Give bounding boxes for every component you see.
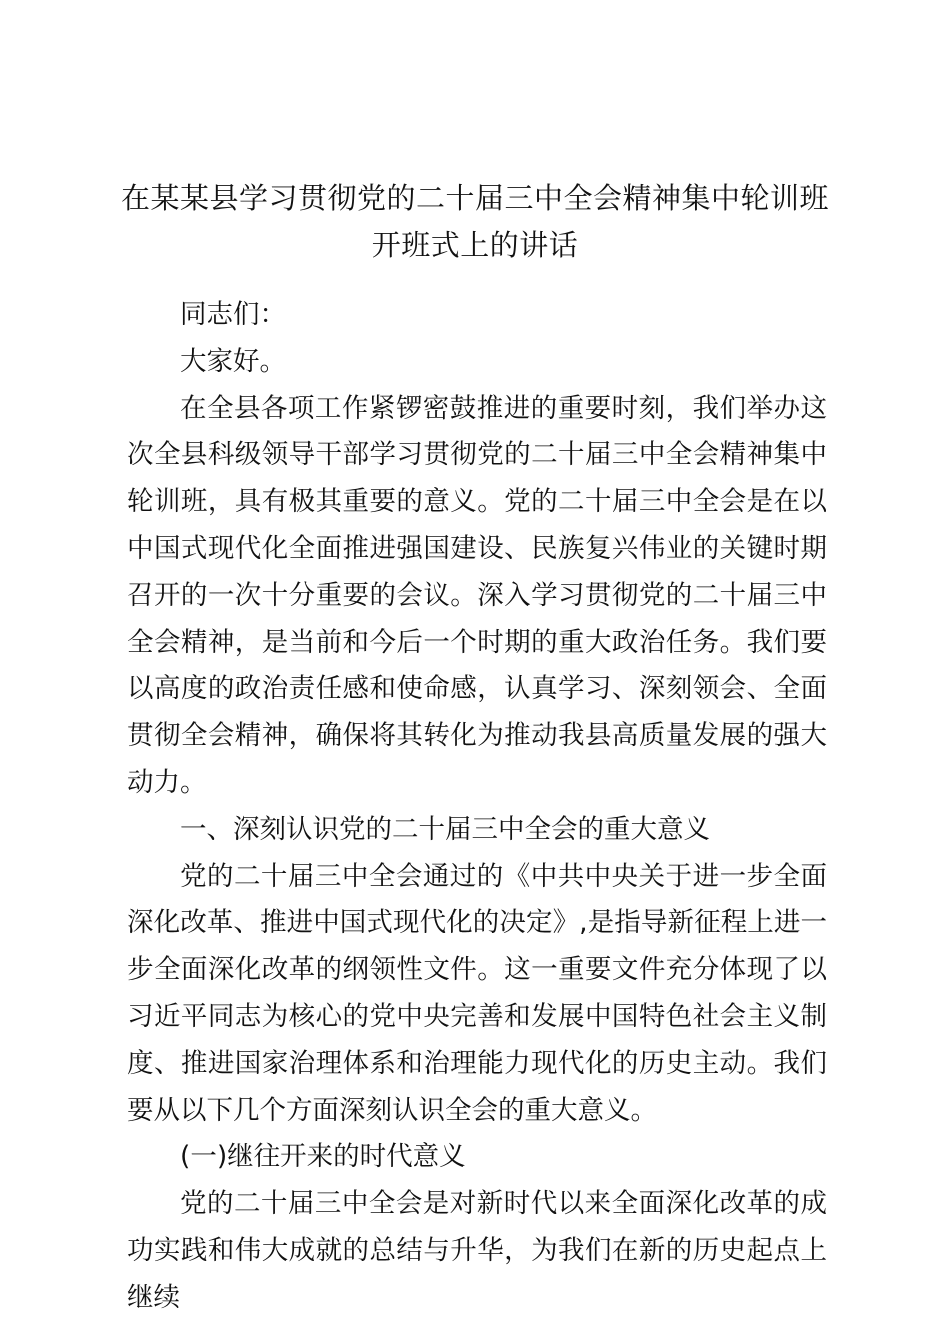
section-1-paragraph: 党的二十届三中全会通过的《中共中央关于进一步全面深化改革、推进中国式现代化的决定》,是指导新征程上进一步全面深化改革的纲领性文件。这一重要文件充分体现了以习近平同志为核心的党中央完善和发展中国特色社会主义制度、推进国家治理体系和治理能力现代化的历史主动。我们要从以下几个方面深刻认识全会的重大意义。 <box>127 860 827 1126</box>
salutation: 同志们： <box>180 299 286 330</box>
section-1-heading: 一、深刻认识党的二十届三中全会的重大意义 <box>180 813 710 845</box>
subsection-1-paragraph: 党的二十届三中全会是对新时代以来全面深化改革的成功实践和伟大成就的总结与升华，为我们在新的历史起点上继续 <box>127 1188 827 1313</box>
intro-paragraph: 在全县各项工作紧锣密鼓推进的重要时刻，我们举办这次全县科级领导干部学习贯彻党的二十届三中全会精神集中轮训班，具有极其重要的意义。党的二十届三中全会是在以中国式现代化全面推进强国建设、民族复兴伟业的关键时期召开的一次十分重要的会议。深入学习贯彻党的二十届三中全会精神，是当前和今后一个时期的重大政治任务。我们要以高度的政治责任感和使命感，认真学习、深刻领会、全面贯彻全会精神，确保将其转化为推动我县高质量发展的强大动力。 <box>127 392 827 798</box>
title-line-1: 在某某县学习贯彻党的二十届三中全会精神集中轮训班 <box>120 181 829 215</box>
document-body <box>127 292 827 1322</box>
document-title <box>120 175 830 269</box>
title-line-2: 开班式上的讲话 <box>371 228 579 262</box>
greeting: 大家好。 <box>180 345 286 377</box>
subsection-1-heading: (一)继往开来的时代意义 <box>180 1141 466 1173</box>
